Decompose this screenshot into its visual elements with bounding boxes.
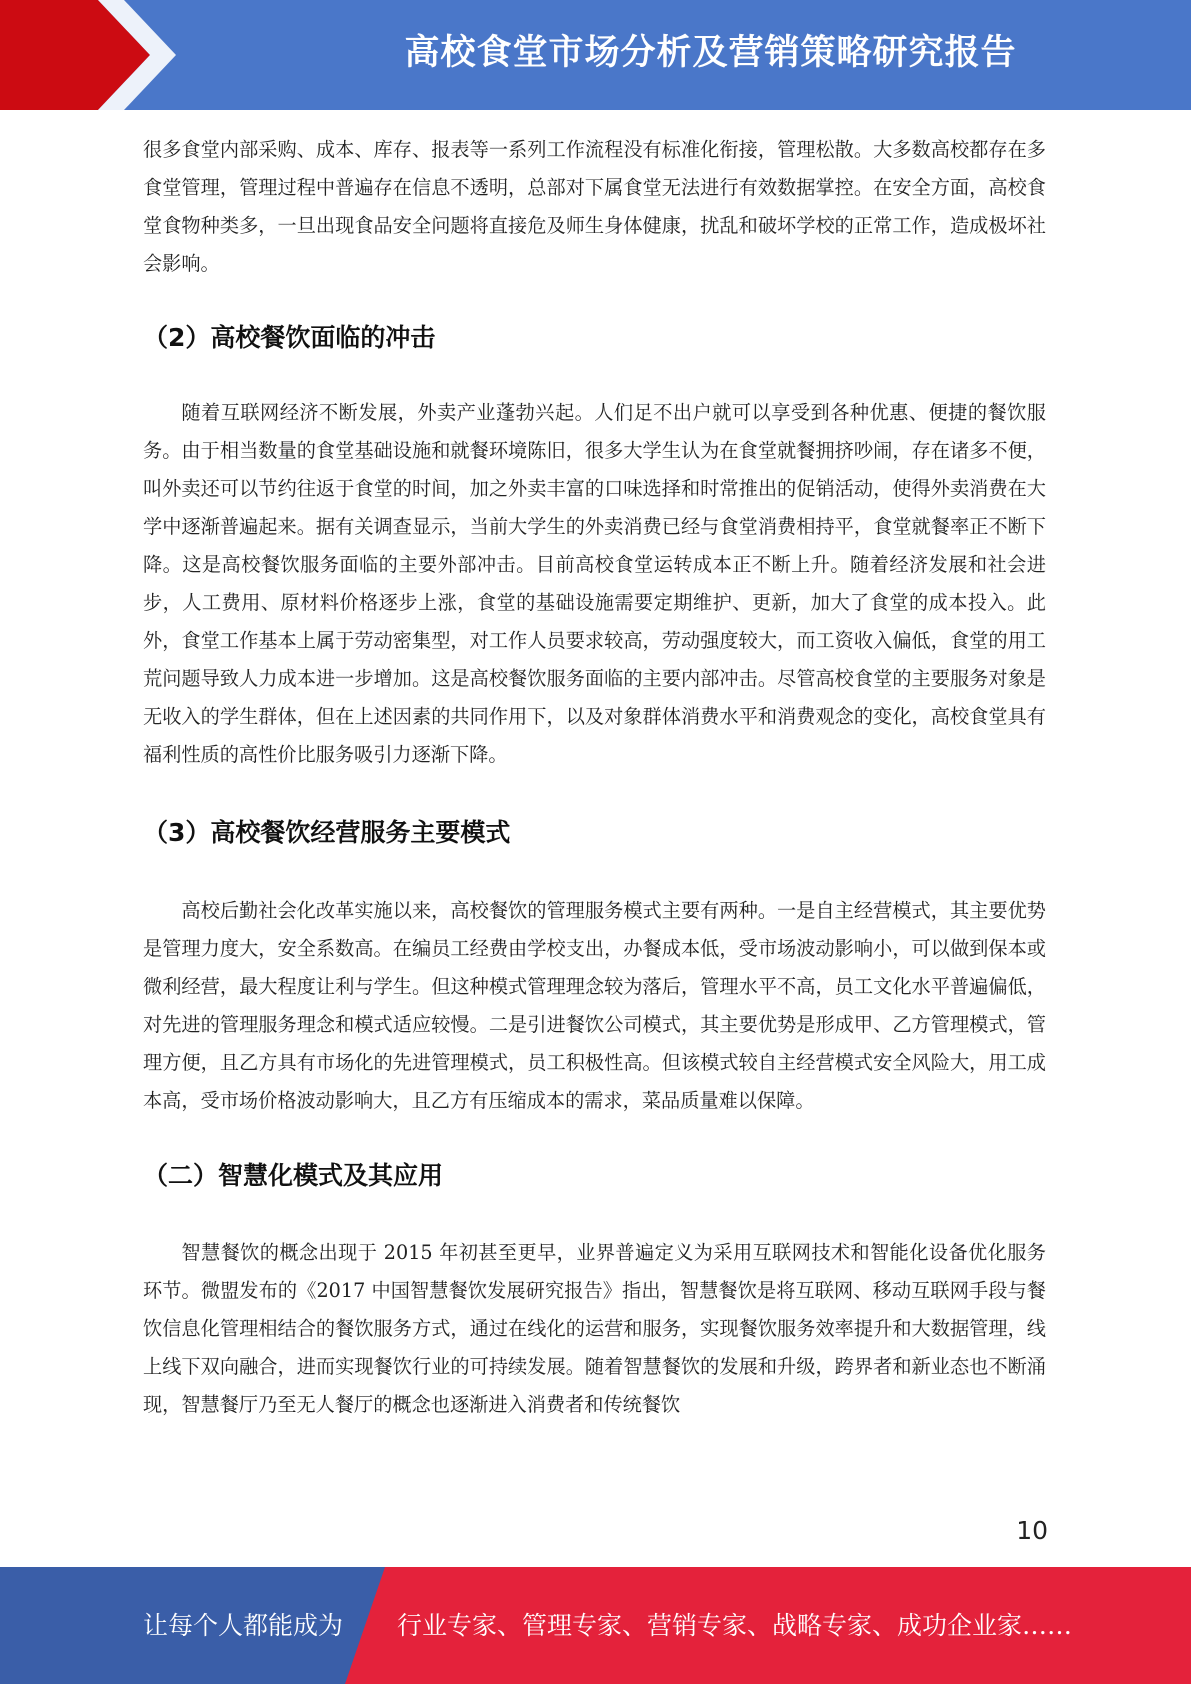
section-heading-smart: （二）智慧化模式及其应用 [143, 1161, 444, 1190]
section-heading-2: （2）高校餐饮面临的冲击 [143, 323, 436, 352]
footer-banner [0, 1567, 1191, 1684]
paragraph-smart-dining: 智慧餐饮的概念出现于 2015 年初甚至更早，业界普遍定义为采用互联网技术和智能化设备优化服务环节。微盟发布的《2017 中国智慧餐饮发展研究报告》指出，智慧餐饮是将互联网、移动互联网手段与餐饮信息化管理相结合的餐饮服务方式，通过在线化的运营和服务，实现餐饮服务效率提升和大数据管理，线上线下双向融合，进而实现餐饮行业的可持续发展。随着智慧餐饮的发展和升级，跨界者和新业态也不断涌现，智慧餐厅乃至无人餐厅的概念也逐渐进入消费者和传统餐饮 [143, 1241, 1046, 1416]
paragraph-models: 高校后勤社会化改革实施以来，高校餐饮的管理服务模式主要有两种。一是自主经营模式，其主要优势是管理力度大，安全系数高。在编员工经费由学校支出，办餐成本低，受市场波动影响小，可以做到保本或微利经营，最大程度让利与学生。但这种模式管理理念较为落后，管理水平不高，员工文化水平普遍偏低，对先进的管理服务理念和模式适应较慢。二是引进餐饮公司模式，其主要优势是形成甲、乙方管理模式，管理方便，且乙方具有市场化的先进管理模式，员工积极性高。但该模式较自主经营模式安全风险大，用工成本高，受市场价格波动影响大，且乙方有压缩成本的需求，菜品质量难以保障。 [143, 899, 1046, 1112]
paragraph-intro: 很多食堂内部采购、成本、库存、报表等一系列工作流程没有标准化衔接，管理松散。大多数高校都存在多食堂管理，管理过程中普遍存在信息不透明，总部对下属食堂无法进行有效数据掌控。在安全方面，高校食堂食物种类多，一旦出现食品安全问题将直接危及师生身体健康，扰乱和破坏学校的正常工作，造成极坏社会影响。 [143, 138, 1046, 275]
section-heading-3: （3）高校餐饮经营服务主要模式 [143, 818, 511, 847]
document-body [143, 131, 1046, 1424]
footer-slogan-right: 行业专家、管理专家、营销专家、战略专家、成功企业家…… [397, 1611, 1073, 1640]
page-number: 10 [1016, 1516, 1048, 1545]
header-title: 高校食堂市场分析及营销策略研究报告 [404, 33, 1017, 73]
header-banner [0, 0, 1191, 110]
footer-slogan-left: 让每个人都能成为 [143, 1611, 344, 1640]
paragraph-impact: 随着互联网经济不断发展，外卖产业蓬勃兴起。人们足不出户就可以享受到各种优惠、便捷的餐饮服务。由于相当数量的食堂基础设施和就餐环境陈旧，很多大学生认为在食堂就餐拥挤吵闹，存在诸多不便，叫外卖还可以节约往返于食堂的时间，加之外卖丰富的口味选择和时常推出的促销活动，使得外卖消费在大学中逐渐普遍起来。据有关调查显示，当前大学生的外卖消费已经与食堂消费相持平，食堂就餐率正不断下降。这是高校餐饮服务面临的主要外部冲击。目前高校食堂运转成本正不断上升。随着经济发展和社会进步，人工费用、原材料价格逐步上涨，食堂的基础设施需要定期维护、更新，加大了食堂的成本投入。此外，食堂工作基本上属于劳动密集型，对工作人员要求较高，劳动强度较大，而工资收入偏低，食堂的用工荒问题导致人力成本进一步增加。这是高校餐饮服务面临的主要内部冲击。尽管高校食堂的主要服务对象是无收入的学生群体，但在上述因素的共同作用下，以及对象群体消费水平和消费观念的变化，高校食堂具有福利性质的高性价比服务吸引力逐渐下降。 [143, 401, 1046, 766]
